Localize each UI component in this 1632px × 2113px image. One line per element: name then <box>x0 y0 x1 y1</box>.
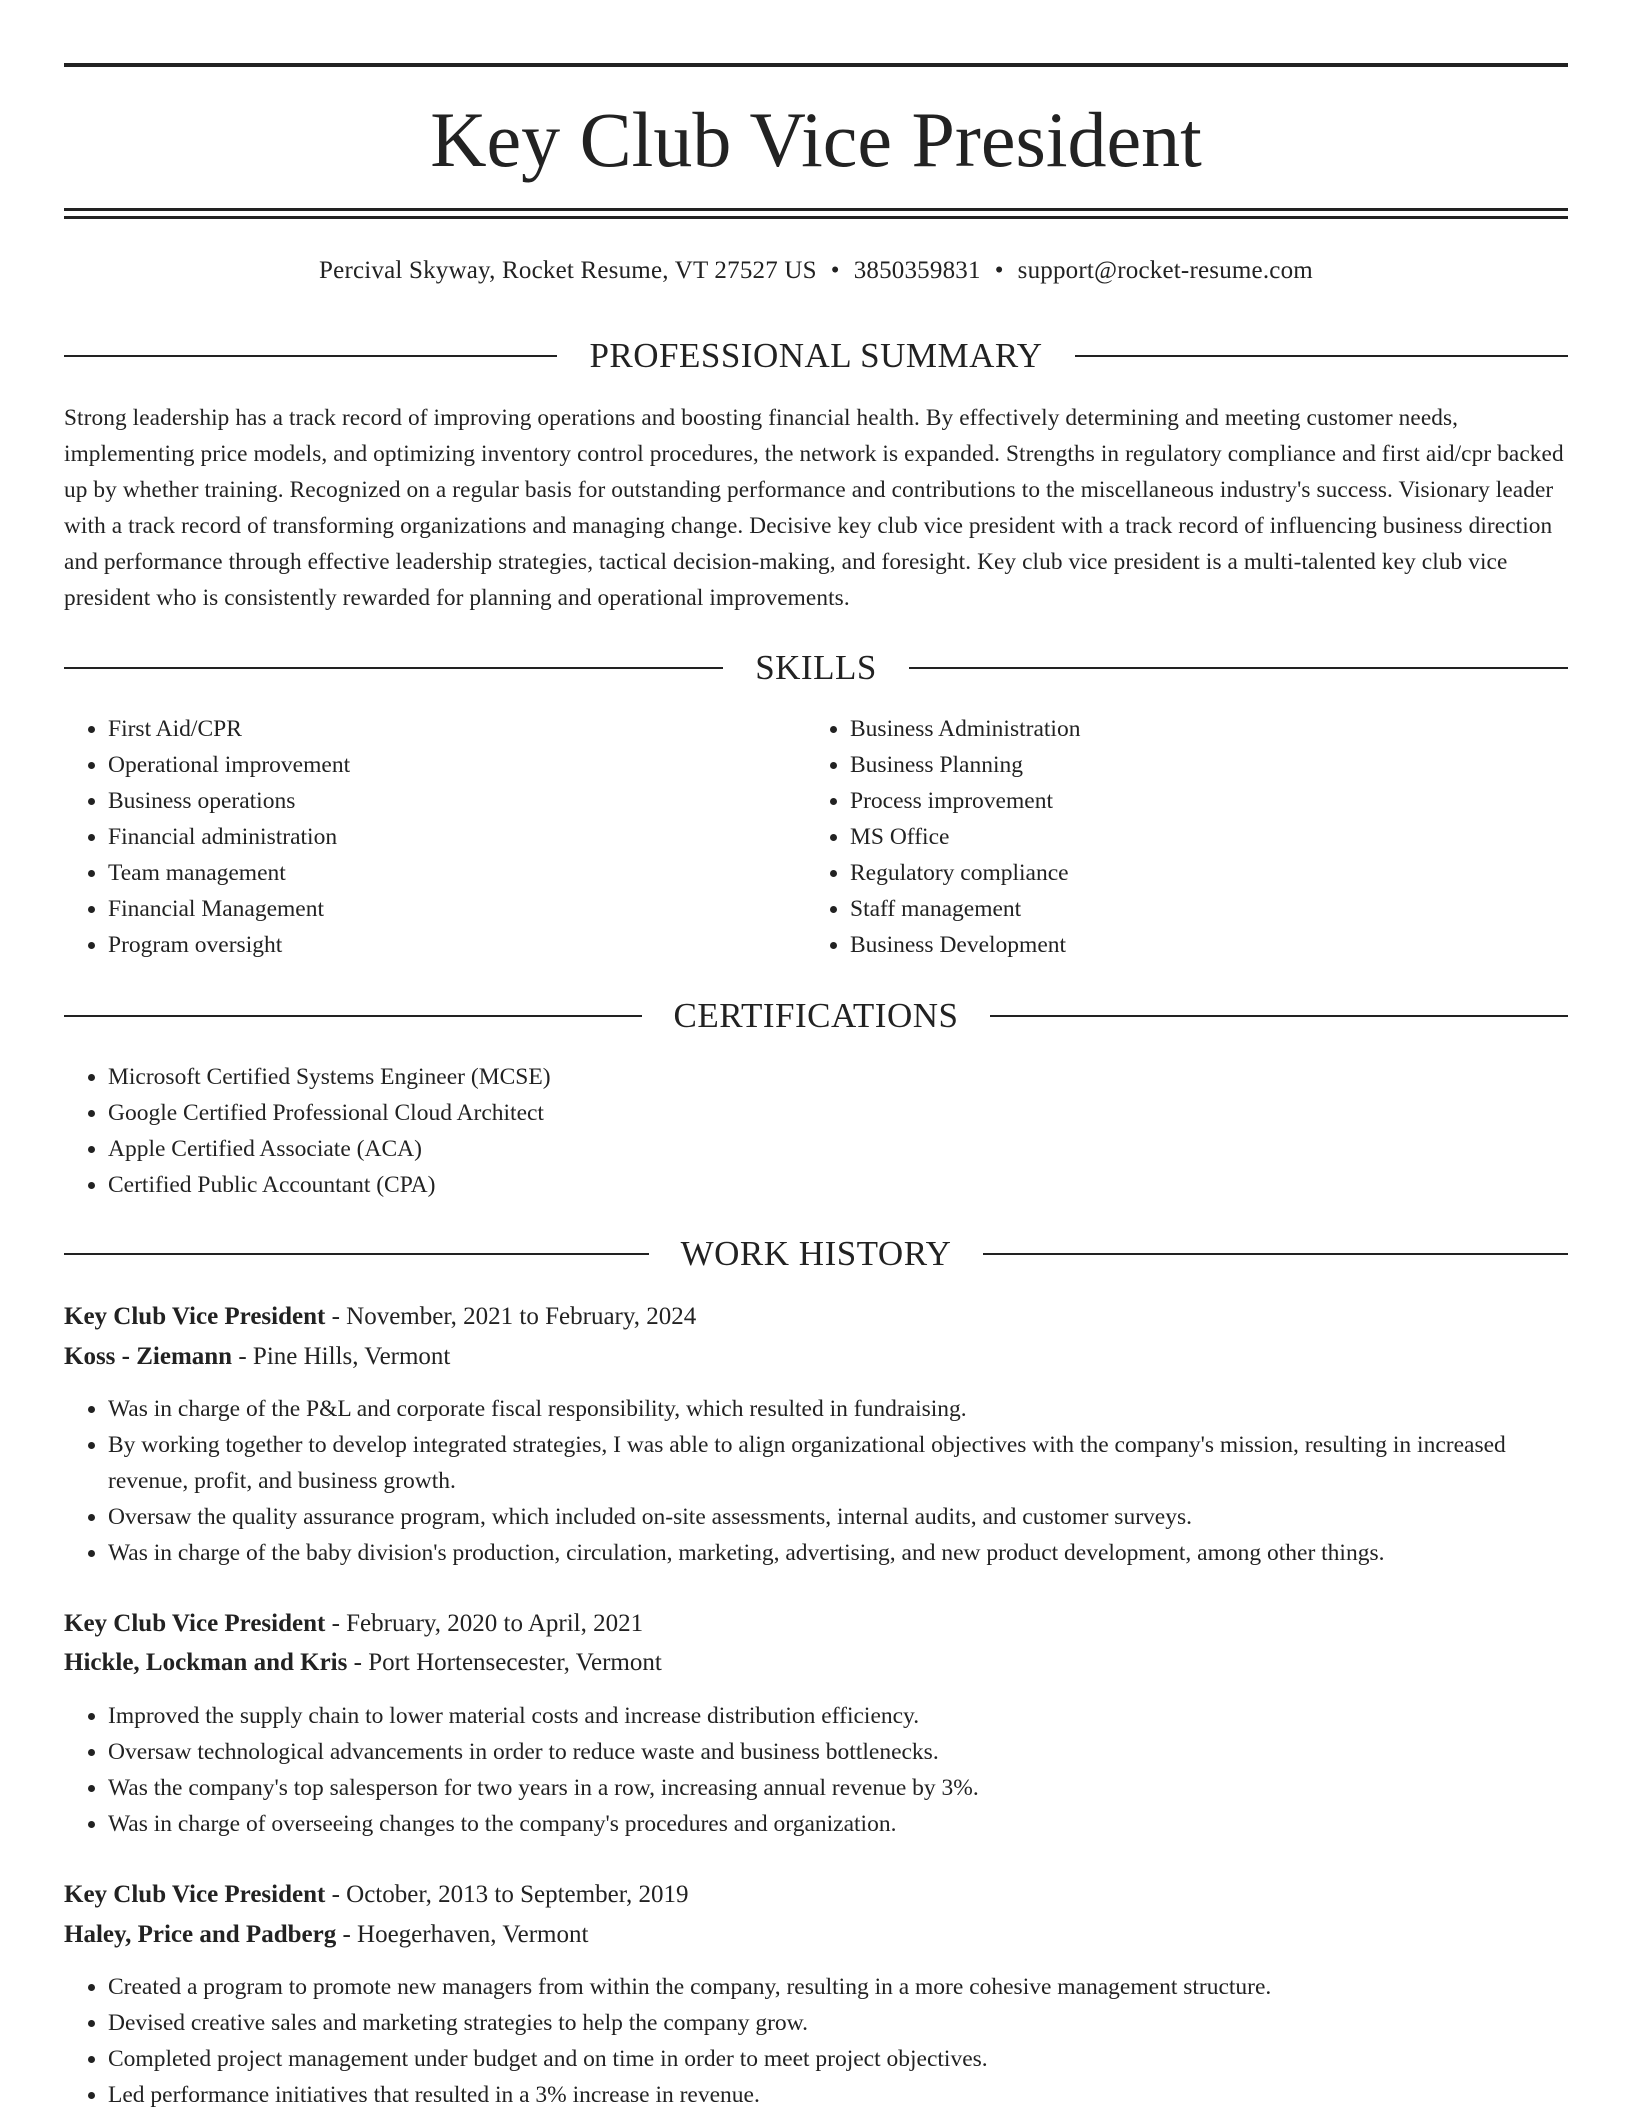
skills-list-right <box>806 711 1550 963</box>
heading-rule <box>983 1253 1568 1255</box>
top-rule <box>64 63 1568 67</box>
job-title: Key Club Vice President <box>64 1610 326 1637</box>
skill-item: • Regulatory compliance <box>850 855 1550 891</box>
skills-heading-title: SKILLS <box>755 648 877 687</box>
job-bullet: • Completed project management under budget and on time in order to meet project objectives. <box>108 2041 1568 2077</box>
skill-item: • Financial administration <box>108 819 808 855</box>
job-dates: - February, 2020 to April, 2021 <box>325 1610 644 1637</box>
job-bullet: • Devised creative sales and marketing strategies to help the company grow. <box>108 2005 1568 2041</box>
job-bullets <box>64 1698 1568 1842</box>
heading-rule <box>64 355 557 357</box>
job-bullets <box>64 1969 1568 2113</box>
certifications-list <box>64 1059 1568 1203</box>
skills-heading <box>64 646 1568 690</box>
job-company: Hickle, Lockman and Kris <box>64 1649 348 1676</box>
double-rule-upper <box>64 208 1568 211</box>
contact-separator: • <box>994 257 1004 284</box>
job-bullet: • Created a program to promote new managers from within the company, resulting in a more cohesive management structure. <box>108 1969 1568 2005</box>
contact-line <box>64 254 1568 288</box>
job-company-line <box>64 1339 1568 1375</box>
job-title-line <box>64 1606 1568 1642</box>
job-bullet: • Was in charge of the P&L and corporate fiscal responsibility, which resulted in fundraising. <box>108 1391 1568 1427</box>
job-company: Koss - Ziemann <box>64 1343 233 1370</box>
contact-phone: 3850359831 <box>853 257 981 284</box>
work-heading <box>64 1232 1568 1276</box>
heading-rule <box>64 667 723 669</box>
job-bullet: • Led performance initiatives that resulted in a 3% increase in revenue. <box>108 2077 1568 2113</box>
work-heading-title: WORK HISTORY <box>680 1234 952 1273</box>
skill-item: • Program oversight <box>108 927 808 963</box>
summary-text: Strong leadership has a track record of improving operations and boosting financial health. By effectively determining and meeting customer needs, implementing price models, and optimizing inventory control procedures, the network is expanded. Strengths in regulatory compliance and first aid/cpr backed up by whether training. Recognized on a regular basis for outstanding performance and contributions to the miscellaneous industry's success. Visionary leader with a track record of transforming organizations and managing change. Decisive key club vice president with a track record of influencing business direction and performance through effective leadership strategies, tactical decision-making, and foresight. Key club vice president is a multi-talented key club vice president who is consistently rewarded for planning and operational improvements. <box>64 405 1564 611</box>
job-company-line <box>64 1645 1568 1681</box>
contact-address: Percival Skyway, Rocket Resume, VT 27527 US <box>319 257 817 284</box>
double-rule-lower <box>64 216 1568 219</box>
job-dates: - October, 2013 to September, 2019 <box>325 1881 689 1908</box>
job-title-line <box>64 1299 1568 1335</box>
skill-item: • Business Development <box>850 927 1550 963</box>
skill-item: • Staff management <box>850 891 1550 927</box>
job-bullet: • Oversaw technological advancements in order to reduce waste and business bottlenecks. <box>108 1734 1568 1770</box>
job-location: - Pine Hills, Vermont <box>232 1343 451 1370</box>
job-bullet: • By working together to develop integrated strategies, I was able to align organizational objectives with the company's mission, resulting in increased revenue, profit, and business growth. <box>108 1427 1568 1499</box>
certifications-heading-title: CERTIFICATIONS <box>673 996 959 1035</box>
certification-item: • Apple Certified Associate (ACA) <box>108 1131 1568 1167</box>
certification-item: • Certified Public Accountant (CPA) <box>108 1167 1568 1203</box>
job-title: Key Club Vice President <box>64 1303 326 1330</box>
job-bullet: • Improved the supply chain to lower material costs and increase distribution efficiency. <box>108 1698 1568 1734</box>
heading-rule <box>64 1015 642 1017</box>
job-location: - Port Hortensecester, Vermont <box>347 1649 662 1676</box>
job-company-line <box>64 1917 1568 1953</box>
job-bullet: • Oversaw the quality assurance program, which included on-site assessments, internal audits, and customer surveys. <box>108 1499 1568 1535</box>
skill-item: • Financial Management <box>108 891 808 927</box>
heading-rule <box>64 1253 649 1255</box>
summary-heading <box>64 334 1568 378</box>
heading-rule <box>1075 355 1568 357</box>
skill-item: • Operational improvement <box>108 747 808 783</box>
job-bullet: • Was in charge of the baby division's production, circulation, marketing, advertising, and new product development, among other things. <box>108 1535 1568 1571</box>
skill-item: • Business Planning <box>850 747 1550 783</box>
certification-item: • Microsoft Certified Systems Engineer (MCSE) <box>108 1059 1568 1095</box>
job-bullet: • Was the company's top salesperson for two years in a row, increasing annual revenue by 3%. <box>108 1770 1568 1806</box>
job-bullets <box>64 1391 1568 1571</box>
contact-email: support@rocket-resume.com <box>1017 257 1313 284</box>
certification-item: • Google Certified Professional Cloud Architect <box>108 1095 1568 1131</box>
job-bullet: • Was in charge of overseeing changes to the company's procedures and organization. <box>108 1806 1568 1842</box>
skill-item: • Business Administration <box>850 711 1550 747</box>
certifications-heading <box>64 994 1568 1038</box>
contact-separator: • <box>830 257 840 284</box>
resume-name: Key Club Vice President <box>430 96 1202 183</box>
skills-list-left <box>64 711 808 963</box>
heading-rule <box>909 667 1568 669</box>
skill-item: • First Aid/CPR <box>108 711 808 747</box>
skill-item: • Process improvement <box>850 783 1550 819</box>
job-title: Key Club Vice President <box>64 1881 326 1908</box>
skill-item: • Team management <box>108 855 808 891</box>
job-title-line <box>64 1877 1568 1913</box>
summary-heading-title: PROFESSIONAL SUMMARY <box>589 336 1043 375</box>
job-dates: - November, 2021 to February, 2024 <box>325 1303 697 1330</box>
heading-rule <box>990 1015 1568 1017</box>
skill-item: • Business operations <box>108 783 808 819</box>
job-company: Haley, Price and Padberg <box>64 1921 337 1948</box>
job-location: - Hoegerhaven, Vermont <box>336 1921 589 1948</box>
skill-item: • MS Office <box>850 819 1550 855</box>
